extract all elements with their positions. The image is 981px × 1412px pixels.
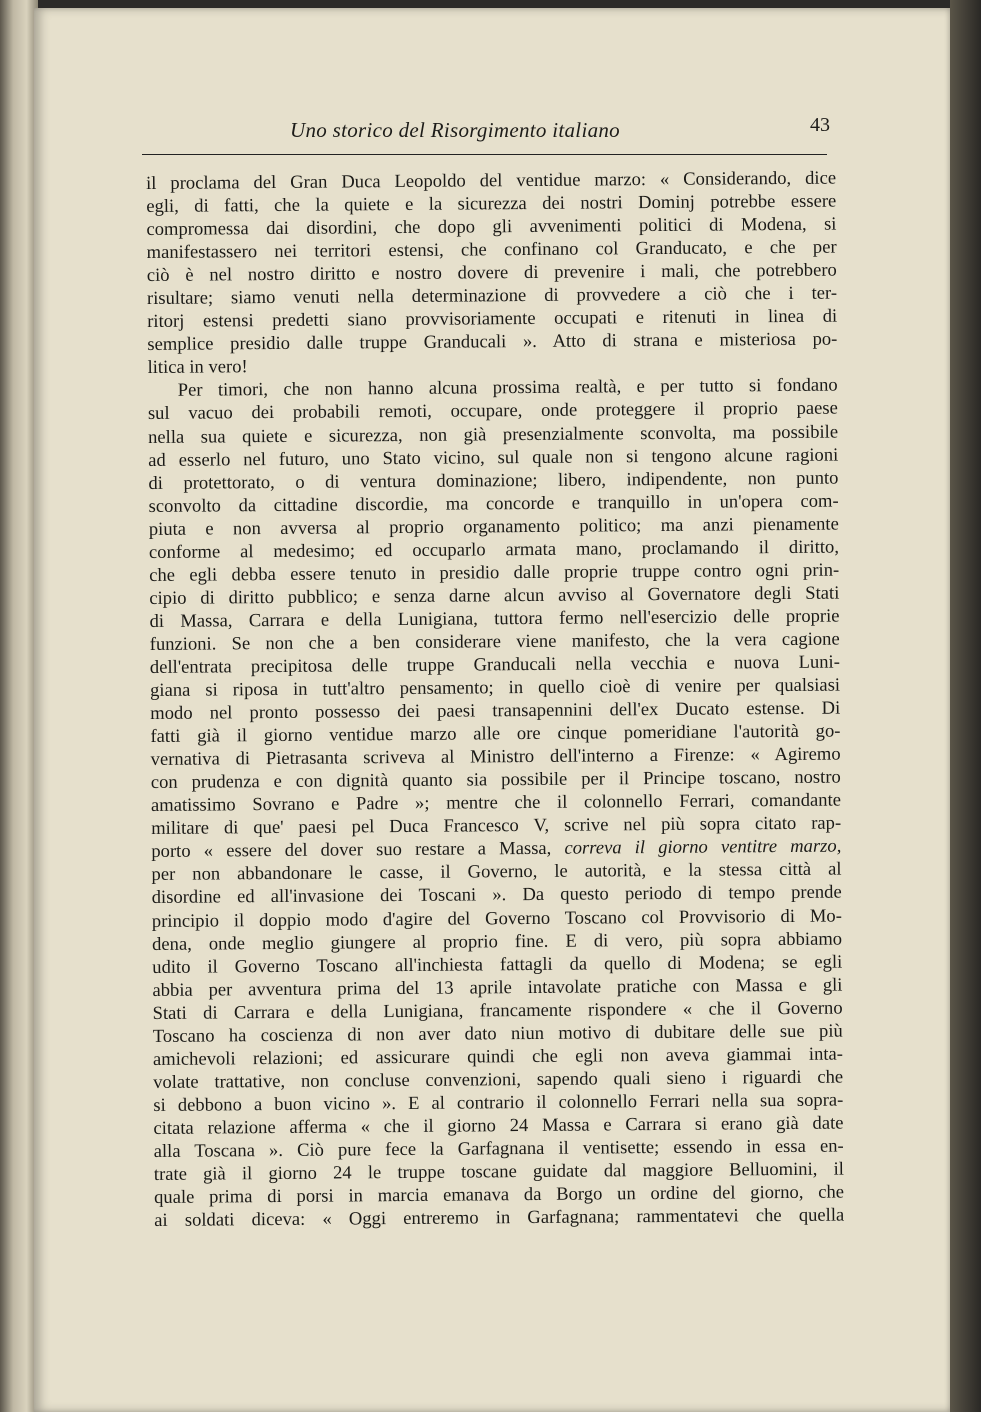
text-line: con prudenza e con dignità quanto sia possibile per il Principe toscano, nostro (150, 766, 841, 794)
text-line: quale prima di porsi in marcia emanava da Borgo un ordine del giorno, che (153, 1181, 845, 1209)
text-line: per non abbandonare le casse, il Governo, le autorità, e la stessa città al (151, 858, 842, 886)
text-line: disordine ed all'invasione dei Toscani ». Da questo periodo di tempo prende (151, 882, 842, 909)
text-line: Stati di Carrara e della Lunigiana, francamente rispondere « che il Governo (152, 997, 843, 1024)
text-line: di Massa, Carrara e della Lunigiana, tuttora fermo nell'esercizio delle proprie (149, 605, 840, 632)
text-line: modo nel pronto possesso dei paesi transapennini dell'ex Ducato estense. Di (150, 697, 841, 725)
text-line: semplice presidio dalle truppe Granducali ». Atto di strana e misteriosa po- (147, 328, 838, 356)
text-line: si debbono a buon vicino ». E al contrario il colonnello Ferrari nella sua sopra- (153, 1089, 844, 1116)
text-line: dell'entrata precipitosa delle truppe Granducali nella vecchia e nuova Luni- (149, 651, 840, 678)
text-line: fatti già il giorno ventidue marzo alle ore cinque pomeridiane l'autorità go- (150, 720, 841, 748)
text-segment: porto « essere del dover suo restare a Massa, (151, 838, 552, 863)
text-line: risultare; siamo venuti nella determinazione di provvedere a ciò che i ter- (146, 282, 838, 310)
text-line: dena, onde meglio giungere al proprio fine. E di vero, più sopra abbiamo (151, 928, 843, 955)
text-line: che egli debba essere tenuto in presidio dalle proprie truppe contro ogni prin- (149, 559, 840, 586)
text-line: manifestassero nei territori estensi, che confinano col Granducato, e che per (146, 236, 837, 264)
text-line: sul vacuo dei probabili remoti, occupare, onde proteggere il proprio paese (147, 398, 838, 425)
text-line: udito il Governo Toscano all'inchiesta fattagli da quello di Modena; se egli (152, 951, 843, 978)
text-line: vernativa di Pietrasanta scriveva al Ministro dell'interno a Firenze: « Agiremo (150, 743, 841, 771)
text-line: egli, di fatti, che la quiete e la sicurezza dei nostri Dominj potrebbe essere (146, 190, 837, 218)
text-line: volate trattative, non concluse convenzioni, sapendo quali sieno i riguardi che (153, 1066, 844, 1093)
text-line: di protettorato, o di ventura dominazione; libero, indipendente, non punto (148, 467, 839, 494)
text-line: trate già il giorno 24 le truppe toscane guidate dal maggiore Belluomini, il (153, 1158, 844, 1185)
text-line: compromessa dai disordini, che dopo gli avvenimenti politici di Modena, si (146, 213, 837, 241)
book-binding-edge (0, 0, 38, 1412)
text-line: amatissimo Sovrano e Padre »; mentre che il colonnello Ferrari, comandante (150, 789, 842, 817)
text-line: citata relazione afferma « che il giorno 24 Massa e Carrara si erano già date (153, 1112, 844, 1139)
text-line: giana si riposa in tutt'altro pensamento; in quello cioè di venire per qualsiasi (149, 674, 841, 702)
page-right-edge (950, 0, 981, 1412)
text-line: sconvolto da cittadine discordie, ma concorde e tranquillo in un'opera com- (148, 490, 839, 517)
text-line: ai soldati diceva: « Oggi entreremo in Garfagnana; rammentatevi che quella (154, 1204, 845, 1232)
text-line: Toscano ha coscienza di non aver dato niun motivo di dubitare delle sue più (152, 1020, 843, 1047)
text-line: ciò è nel nostro diritto e nostro dovere di prevenire i mali, che potrebbero (146, 259, 837, 287)
text-line: il proclama del Gran Duca Leopoldo del ventidue marzo: « Considerando, dice (146, 167, 837, 194)
text-line: principio il doppio modo d'agire del Governo Toscano col Provvisorio di Mo- (151, 905, 842, 932)
page-number: 43 (810, 114, 830, 136)
text-line: ad esserlo nel futuro, uno Stato vicino, sul quale non si tengono alcune ragioni (148, 444, 839, 471)
text-line: conforme al medesimo; ed occuparlo armata mano, proclamando il diritto, (148, 536, 840, 563)
text-line: litica in vero! (147, 356, 248, 379)
text-line: funzioni. Se non che a ben considerare viene manifesto, che la vera cagione (149, 628, 840, 655)
text-line: amichevoli relazioni; ed assicurare quindi che egli non aveva giammai inta- (152, 1043, 844, 1070)
italic-phrase: correva il giorno ventitre marzo, (564, 835, 842, 860)
text-line: nella sua quiete e sicurezza, non già presenzialmente sconvolta, ma possibile (147, 421, 839, 448)
text-line: militare di que' paesi pel Duca Francesco V, scrive nel più sopra citato rap- (151, 812, 842, 840)
text-line: alla Toscana ». Ciò pure fece la Garfagnana il ventisette; essendo in essa en- (153, 1135, 844, 1162)
text-line: piuta e non avversa al proprio organamento politico; ma anzi pienamente (148, 513, 839, 540)
text-line: Per timori, che non hanno alcuna prossima realtà, e per tutto si fondano (177, 374, 838, 402)
text-line: ritorj estensi predetti siano provvisoriamente occupati e ritenuti in linea di (147, 305, 838, 333)
text-line: abbia per avventura prima del 13 aprile intavolate pratiche con Massa e gli (152, 974, 843, 1001)
text-line: cipio di diritto pubblico; e senza darne alcun avviso al Governatore degli Stati (149, 582, 840, 609)
body-text (146, 167, 844, 1233)
page-header (290, 112, 830, 146)
running-title: Uno storico del Risorgimento italiano (290, 118, 620, 142)
header-rule (142, 154, 827, 155)
